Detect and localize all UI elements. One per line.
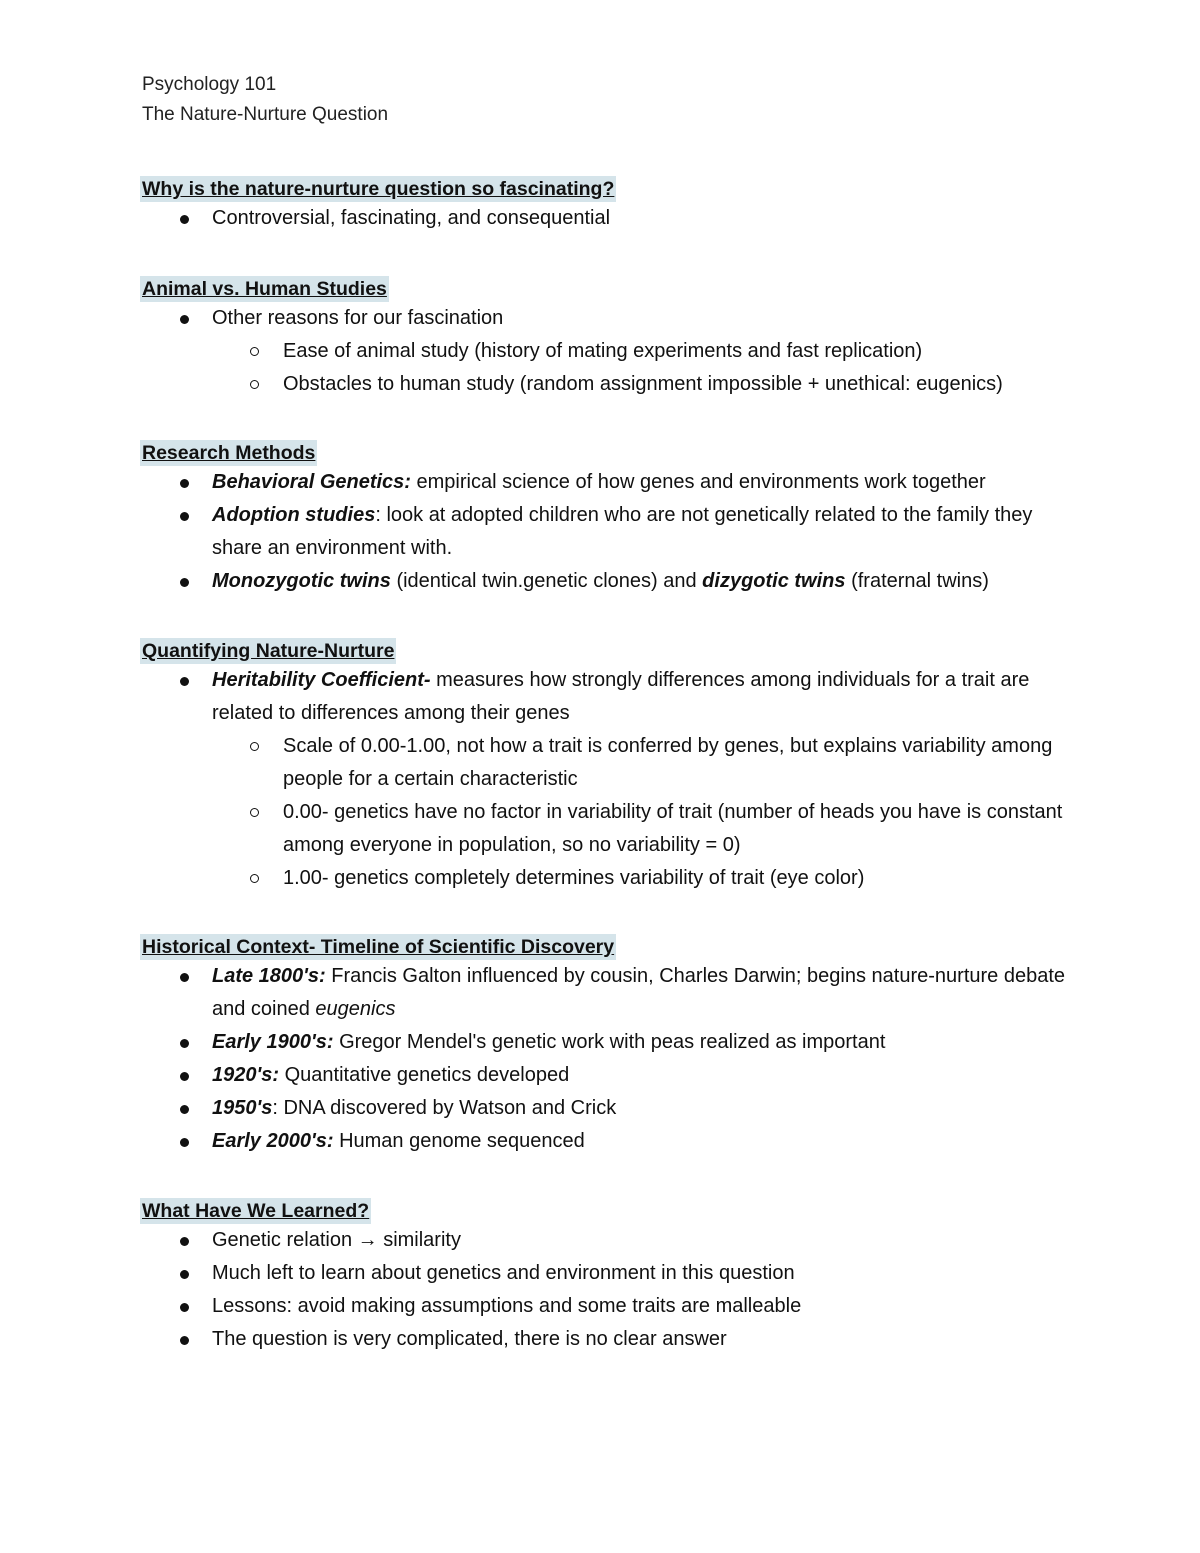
list-item: Lessons: avoid making assumptions and some traits are malleable	[142, 1290, 1072, 1323]
sub-list-item: Ease of animal study (history of mating experiments and fast replication)	[142, 335, 1072, 368]
section-learned	[142, 1198, 1072, 1356]
list-item: Adoption studies: look at adopted children who are not genetically related to the family they share an environment with.	[142, 499, 1072, 565]
bullet-list	[142, 466, 1072, 598]
bullet-list	[142, 1224, 1072, 1356]
section-fascination	[142, 176, 1072, 235]
list-item: The question is very complicated, there is no clear answer	[142, 1323, 1072, 1356]
list-item: Early 2000's: Human genome sequenced	[142, 1125, 1072, 1158]
section-heading: Research Methods	[142, 442, 316, 464]
section-animal-human	[142, 276, 1072, 401]
topic-title: The Nature-Nurture Question	[142, 104, 389, 125]
list-item: Monozygotic twins (identical twin.genetic clones) and dizygotic twins (fraternal twins)	[142, 565, 1072, 598]
section-heading: Historical Context- Timeline of Scientific Discovery	[142, 936, 615, 958]
list-item: Early 1900's: Gregor Mendel's genetic work with peas realized as important	[142, 1026, 1072, 1059]
list-item: 1920's: Quantitative genetics developed	[142, 1059, 1072, 1092]
section-quantifying	[142, 638, 1072, 895]
list-item: Controversial, fascinating, and consequential	[142, 202, 1072, 235]
bullet-list	[142, 960, 1072, 1158]
section-heading: Quantifying Nature-Nurture	[142, 640, 395, 662]
section-heading: Animal vs. Human Studies	[142, 278, 387, 300]
list-item: Genetic relation → similarity	[142, 1224, 1072, 1257]
section-history	[142, 934, 1072, 1158]
list-item: Behavioral Genetics: empirical science of how genes and environments work together	[142, 466, 1072, 499]
list-item: Late 1800's: Francis Galton influenced by cousin, Charles Darwin; begins nature-nurture debate and coined eugenics	[142, 960, 1072, 1026]
sub-list-item: 0.00- genetics have no factor in variability of trait (number of heads you have is constant among everyone in population, so no variability = 0)	[142, 796, 1072, 862]
list-item: 1950's: DNA discovered by Watson and Crick	[142, 1092, 1072, 1125]
section-heading: Why is the nature-nurture question so fascinating?	[142, 178, 615, 200]
sub-list-item: Scale of 0.00-1.00, not how a trait is conferred by genes, but explains variability among people for a certain characteristic	[142, 730, 1072, 796]
list-item: Heritability Coefficient- measures how strongly differences among individuals for a trait are related to differences among their genes	[142, 664, 1072, 730]
list-item: Much left to learn about genetics and environment in this question	[142, 1257, 1072, 1290]
sub-list-item: Obstacles to human study (random assignment impossible + unethical: eugenics)	[142, 368, 1072, 401]
list-item: Other reasons for our fascination	[142, 302, 1072, 335]
section-heading: What Have We Learned?	[142, 1200, 370, 1222]
course-title: Psychology 101	[142, 74, 277, 95]
sub-list-item: 1.00- genetics completely determines variability of trait (eye color)	[142, 862, 1072, 895]
bullet-list	[142, 202, 1072, 235]
bullet-list	[142, 302, 1072, 401]
bullet-list	[142, 664, 1072, 895]
section-research-methods	[142, 440, 1072, 598]
